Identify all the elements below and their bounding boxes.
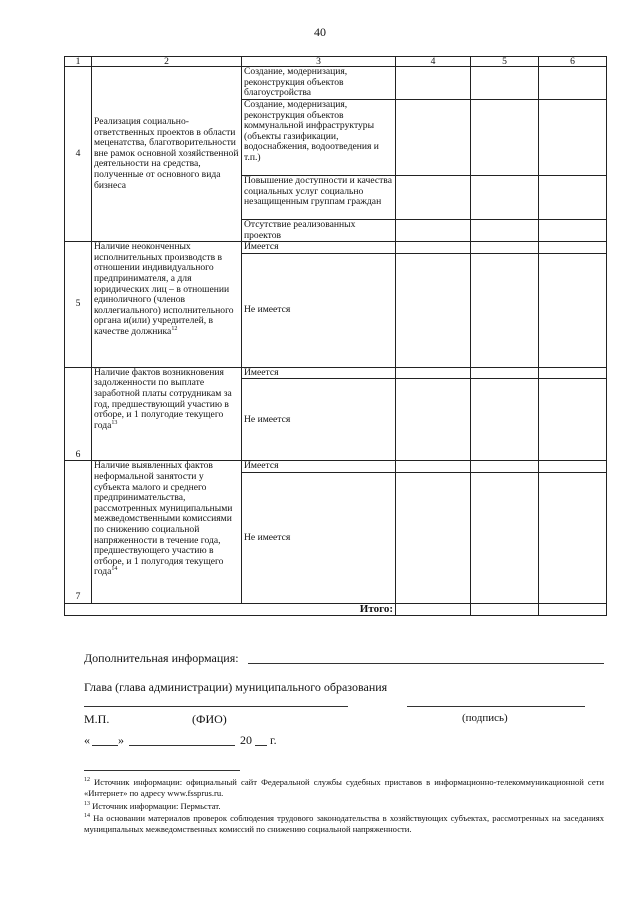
score-cell — [471, 379, 539, 461]
header-col-2: 2 — [92, 57, 242, 67]
score-cell — [396, 461, 471, 473]
score-cell — [471, 67, 539, 100]
row-number: 4 — [65, 67, 92, 242]
option-text: Не имеется — [242, 472, 396, 603]
footnote-mark: 13 — [84, 801, 90, 808]
criteria-table — [64, 56, 607, 616]
extra-info-label: Дополнительная информация: — [84, 651, 239, 665]
score-cell — [539, 461, 607, 473]
table-row — [65, 242, 607, 254]
score-cell — [539, 379, 607, 461]
score-cell — [396, 472, 471, 603]
row-number: 7 — [65, 461, 92, 604]
date-day-line — [92, 745, 118, 746]
total-cell — [539, 603, 607, 615]
option-text: Повышение доступности и качества социальных услуг социально незащищенным группам граждан — [242, 176, 396, 220]
score-cell — [471, 100, 539, 176]
footnote-text: На основании материалов проверок соблюдения трудового законодательства в хозяйствующих субъектах, рассмотренных на заседаниях муниципальных межведомственных комиссий по снижению социальной напряженности. — [84, 813, 605, 834]
footnote-ref: 12 — [171, 325, 178, 332]
score-cell — [396, 176, 471, 220]
year-line — [255, 745, 267, 746]
criterion-text: Наличие выявленных фактов неформальной занятости у субъекта малого и среднего предпринимательства, рассмотренных муниципальными межведомственными комиссиями по снижению социальной напряженности в течение года, предшествующего участию в отборе, и 1 полугодия текущего года — [94, 460, 233, 578]
score-cell — [396, 67, 471, 100]
score-cell — [539, 242, 607, 254]
score-cell — [539, 253, 607, 367]
score-cell — [539, 100, 607, 176]
signature-label: (подпись) — [462, 712, 508, 724]
score-cell — [539, 220, 607, 242]
score-cell — [539, 472, 607, 603]
footnote — [84, 801, 604, 812]
row-number: 6 — [65, 367, 92, 461]
year-prefix: 20 — [240, 733, 252, 747]
score-cell — [471, 242, 539, 254]
row-number: 5 — [65, 242, 92, 368]
score-cell — [539, 367, 607, 379]
footnote-mark: 14 — [84, 813, 90, 820]
date-open-quote: « — [84, 733, 90, 747]
mp-label: М.П. — [84, 712, 110, 726]
header-col-6: 6 — [539, 57, 607, 67]
score-cell — [396, 253, 471, 367]
footnote-ref: 13 — [111, 419, 118, 426]
score-cell — [396, 100, 471, 176]
score-cell — [471, 220, 539, 242]
table-row — [65, 67, 607, 100]
criterion-text: Наличие неоконченных исполнительных производств в отношении индивидуального предпринимателя, а для юридических лиц – в отношении единоличного (членов коллегиального) исполнительного органа и(или) учредителей, в качестве должника — [94, 241, 234, 337]
table-row — [65, 461, 607, 473]
fio-line — [84, 706, 348, 707]
date-close-quote: » — [118, 733, 124, 747]
header-col-1: 1 — [65, 57, 92, 67]
score-cell — [471, 176, 539, 220]
score-cell — [396, 367, 471, 379]
footnote — [84, 777, 604, 799]
score-cell — [471, 472, 539, 603]
footnote-ref: 14 — [111, 566, 118, 573]
score-cell — [396, 242, 471, 254]
table-row — [65, 367, 607, 379]
score-cell — [539, 67, 607, 100]
criterion-text: Наличие фактов возникновения задолженности по выплате заработной платы сотрудникам за год, предшествующий участию в отборе, и 1 полугодие текущего года — [94, 366, 232, 431]
option-text: Имеется — [242, 242, 396, 254]
score-cell — [471, 461, 539, 473]
option-text: Не имеется — [242, 253, 396, 367]
footnote-mark: 12 — [84, 777, 90, 784]
total-label: Итого: — [65, 603, 396, 615]
footnote — [84, 813, 604, 835]
score-cell — [396, 379, 471, 461]
score-cell — [471, 253, 539, 367]
score-cell — [539, 176, 607, 220]
head-label: Глава (глава администрации) муниципального образования — [84, 680, 388, 694]
score-cell — [471, 367, 539, 379]
footnote-divider — [84, 770, 240, 771]
total-row — [65, 603, 607, 615]
page-number: 40 — [314, 25, 326, 39]
year-suffix: г. — [270, 733, 277, 747]
header-col-3: 3 — [242, 57, 396, 67]
footnote-text: Источник информации: официальный сайт Федеральной службы судебных приставов в информационно-телекоммуникационной сети «Интернет» по адресу www.fssprus.ru. — [84, 777, 604, 798]
score-cell — [396, 220, 471, 242]
criterion-cell — [92, 461, 242, 604]
fio-label: (ФИО) — [192, 712, 227, 726]
total-cell — [471, 603, 539, 615]
header-col-4: 4 — [396, 57, 471, 67]
option-text: Отсутствие реализованных проектов — [242, 220, 396, 242]
criterion-cell — [92, 367, 242, 461]
option-text: Создание, модернизация, реконструкция объектов благоустройства — [242, 67, 396, 100]
header-row — [65, 57, 607, 67]
footnote-text: Источник информации: Пермьстат. — [92, 801, 221, 811]
option-text: Имеется — [242, 461, 396, 473]
option-text: Создание, модернизация, реконструкция объектов коммунальной инфраструктуры (объекты газификации, водоснабжения, водоотведения и т.п.) — [242, 100, 396, 176]
signature-line — [407, 706, 585, 707]
date-month-line — [129, 745, 235, 746]
criterion-cell — [92, 242, 242, 368]
option-text: Имеется — [242, 367, 396, 379]
criterion-text: Реализация социально-ответственных проектов в области меценатства, благотворительности вне рамок основной хозяйственной деятельности на средства, полученные от основного вида бизнеса — [92, 67, 242, 242]
total-cell — [396, 603, 471, 615]
option-text: Не имеется — [242, 379, 396, 461]
extra-info-line — [248, 663, 604, 664]
header-col-5: 5 — [471, 57, 539, 67]
